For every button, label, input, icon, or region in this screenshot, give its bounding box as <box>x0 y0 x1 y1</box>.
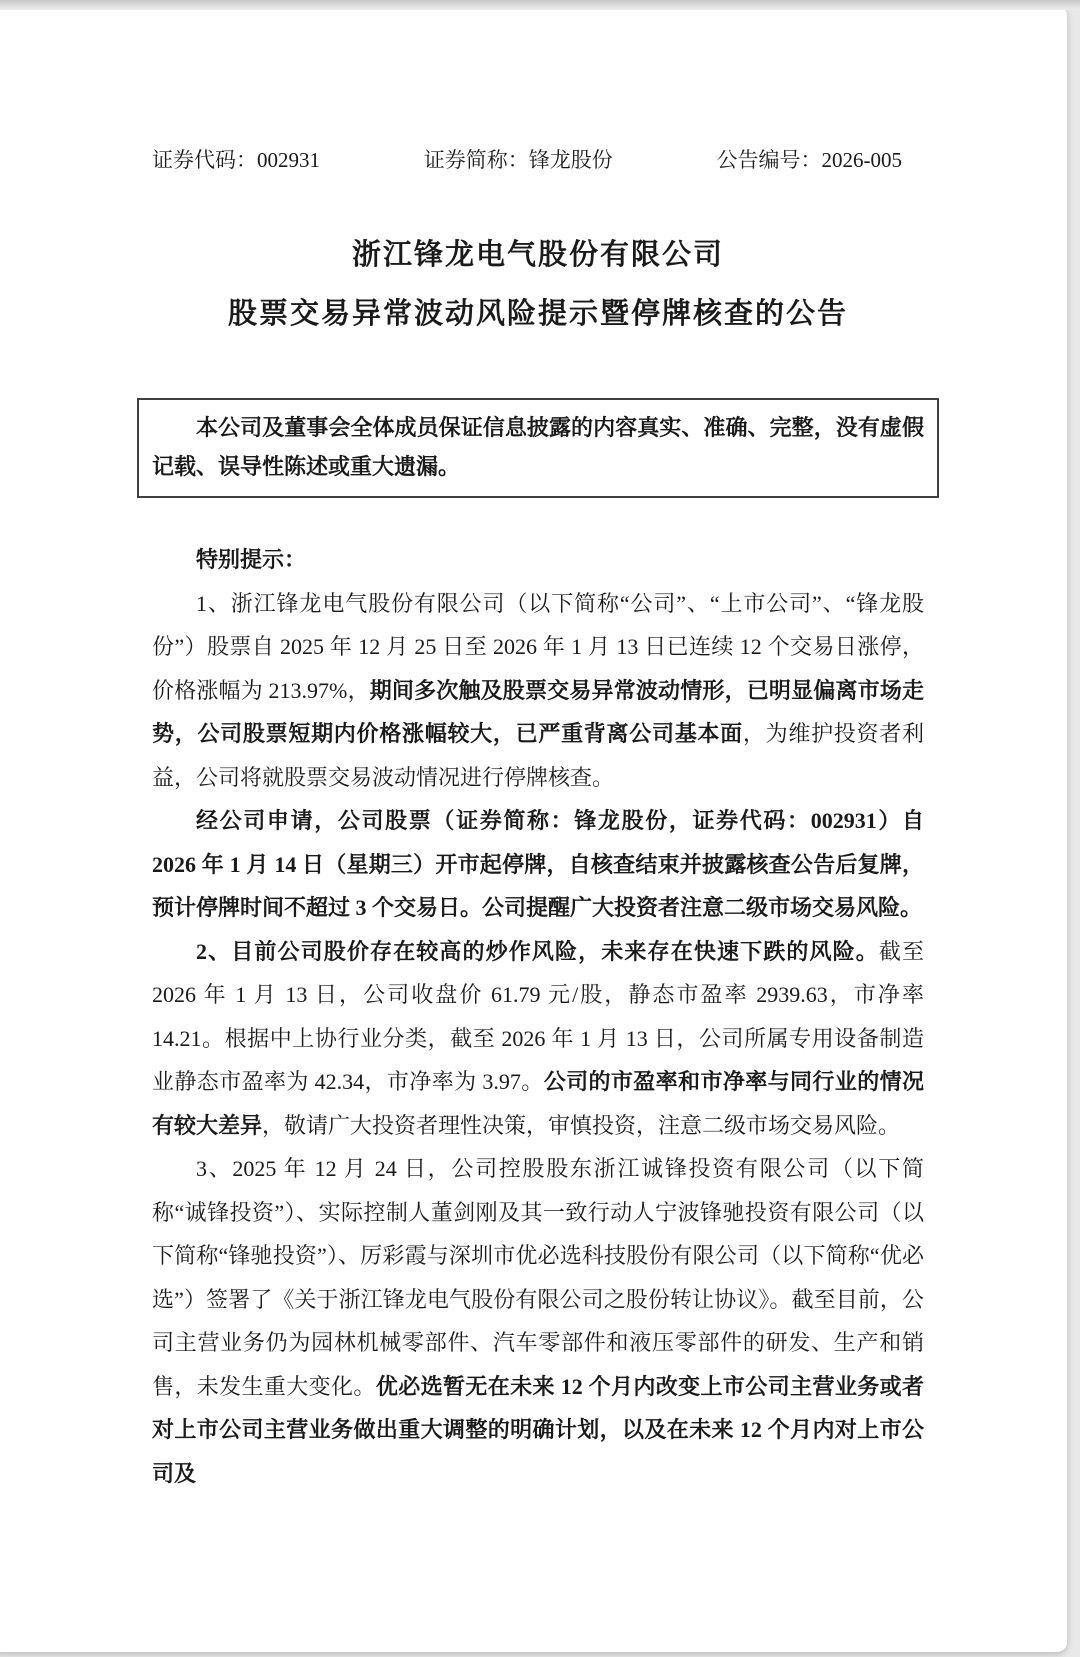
page-top-edge <box>0 0 1080 10</box>
paragraph-run-bold: 公司的市盈率和市净率与同行业的情况有较大差异 <box>152 1069 924 1138</box>
document-header <box>152 147 924 173</box>
paragraph-run: 3、2025 年 12 月 24 日，公司控股股东浙江诚锋投资有限公司（以下简称“诚锋投资”）、实际控制人董剑刚及其一致行动人宁波锋驰投资有限公司（以下简称“锋驰投资”）、厉彩霞与深圳市优必选科技股份有限公司（以下简称“优必选”）签署了《关于浙江锋龙电气股份有限公司之股份转让协议》。截至目前，公司主营业务仍为园林机械零部件、汽车零部件和液压零部件的研发、生产和销售，未发生重大变化。 <box>152 1156 924 1399</box>
paragraph-run-bold: 经公司申请，公司股票（证券简称：锋龙股份，证券代码：002931）自 2026 年 1 月 14 日（星期三）开市起停牌，自核查结束并披露核查公告后复牌，预计停牌时间不超过 3 个交易日。公司提醒广大投资者注意二级市场交易风险。 <box>152 808 924 920</box>
paragraph-run: ，敬请广大投资者理性决策，审慎投资，注意二级市场交易风险。 <box>262 1112 901 1138</box>
announcement-number: 公告编号：2026-005 <box>716 148 902 172</box>
paragraph-run-bold: 优必选暂无在未来 12 个月内改变上市公司主营业务或者对上市公司主营业务做出重大调整的明确计划，以及在未来 12 个月内对上市公司及 <box>152 1373 924 1486</box>
stock-code: 证券代码：002931 <box>152 148 320 172</box>
stock-short-name: 证券简称：锋龙股份 <box>423 148 613 172</box>
paragraph-run: 1、浙江锋龙电气股份有限公司（以下简称“公司”、“上市公司”、“锋龙股份”）股票自 2025 年 12 月 25 日至 2026 年 1 月 13 日已连续 12 个交易日涨停，价格涨幅为 213.97%， <box>152 590 924 703</box>
document-paper <box>0 9 1067 1652</box>
document-title-line2: 股票交易异常波动风险提示暨停牌核查的公告 <box>227 298 848 330</box>
document-content <box>152 9 924 1495</box>
paragraphs <box>152 582 924 1496</box>
paragraph-run: 截至 2026 年 1 月 13 日，公司收盘价 61.79 元/股，静态市盈率 2939.63，市净率 14.21。根据中上协行业分类，截至 2026 年 1 月 13 日，公司所属专用设备制造业静态市盈率为 42.34，市净率为 3.97。 <box>152 938 924 1094</box>
disclosure-statement-box: 本公司及董事会全体成员保证信息披露的内容真实、准确、完整，没有虚假记载、误导性陈述或重大遗漏。 <box>137 398 939 498</box>
paragraph <box>152 582 924 800</box>
special-notice-heading: 特别提示： <box>196 547 307 572</box>
paragraph-run: ，为维护投资者利益，公司将就股票交易波动情况进行停牌核查。 <box>152 721 924 790</box>
paragraph <box>152 930 924 1148</box>
paragraph <box>152 799 924 930</box>
paragraph <box>152 1147 924 1495</box>
paragraph-run-bold: 期间多次触及股票交易异常波动情形，已明显偏离市场走势，公司股票短期内价格涨幅较大，已严重背离公司基本面 <box>152 677 924 746</box>
document-title-line1: 浙江锋龙电气股份有限公司 <box>351 239 724 271</box>
paragraph-run-bold: 2、目前公司股价存在较高的炒作风险，未来存在快速下跌的风险。 <box>196 938 879 964</box>
